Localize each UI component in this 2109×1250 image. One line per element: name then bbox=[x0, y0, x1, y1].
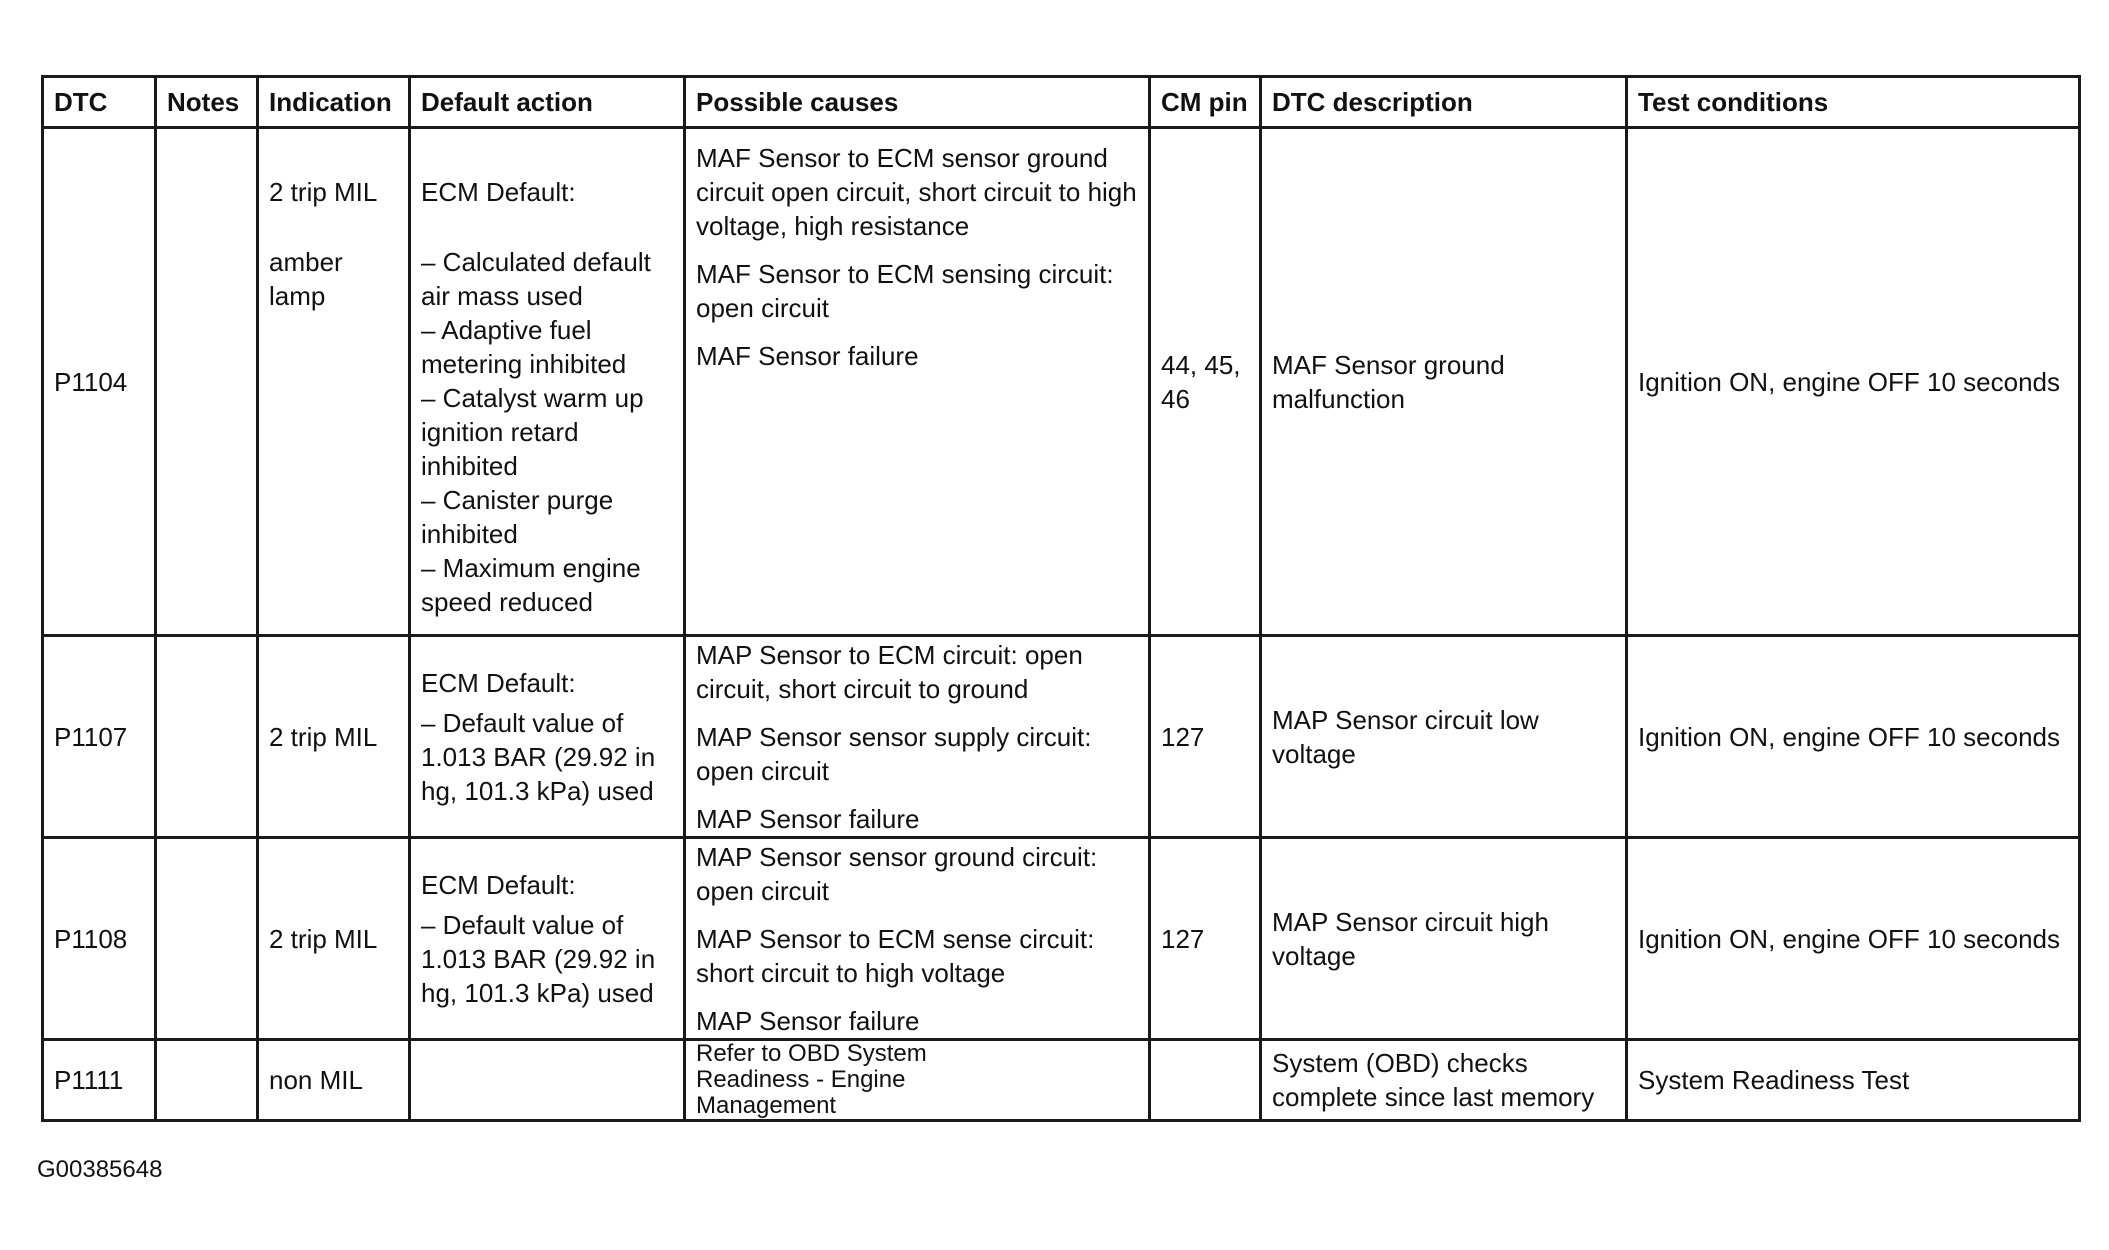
dtc-code: P1107 bbox=[43, 636, 156, 838]
dtc-code: P1104 bbox=[43, 128, 156, 636]
default-action-item: – Adaptive fuel metering inhibited bbox=[421, 315, 627, 379]
notes-cell bbox=[156, 128, 258, 636]
header-possible-causes: Possible causes bbox=[685, 77, 1150, 128]
dtc-description: MAP Sensor circuit low voltage bbox=[1261, 636, 1627, 838]
cm-pin: 44, 45, 46 bbox=[1150, 128, 1261, 636]
figure-id: G00385648 bbox=[37, 1156, 163, 1183]
indication-line: 2 trip MIL bbox=[269, 177, 378, 207]
possible-causes-cell bbox=[685, 636, 1150, 838]
indication-cell bbox=[258, 838, 410, 1040]
test-conditions: Ignition ON, engine OFF 10 seconds bbox=[1627, 128, 2080, 636]
indication-cell bbox=[258, 1040, 410, 1121]
default-action-cell bbox=[410, 636, 685, 838]
cause-item: Refer to OBD System Readiness - Engine Management bbox=[696, 1040, 927, 1119]
test-conditions: Ignition ON, engine OFF 10 seconds bbox=[1627, 838, 2080, 1040]
test-conditions: System Readiness Test bbox=[1627, 1040, 2080, 1121]
cause-item: MAP Sensor failure bbox=[696, 1005, 920, 1036]
possible-causes-cell bbox=[685, 128, 1150, 636]
dtc-description: MAP Sensor circuit high voltage bbox=[1261, 838, 1627, 1040]
default-action-item: – Canister purge inhibited bbox=[421, 485, 614, 549]
default-action-item: – Default value of 1.013 BAR (29.92 in hg, 101.3 kPa) used bbox=[421, 707, 656, 806]
default-action-item: – Default value of 1.013 BAR (29.92 in hg, 101.3 kPa) used bbox=[421, 909, 656, 1008]
default-action-cell bbox=[410, 128, 685, 636]
indication-line: 2 trip MIL bbox=[269, 721, 378, 752]
header-dtc-description: DTC description bbox=[1261, 77, 1627, 128]
indication-line: non MIL bbox=[269, 1065, 363, 1095]
default-action-title: ECM Default: bbox=[421, 177, 576, 207]
table-row bbox=[43, 838, 2080, 1040]
dtc-table bbox=[41, 75, 2081, 1122]
dtc-code: P1111 bbox=[43, 1040, 156, 1121]
cm-pin: 127 bbox=[1150, 838, 1261, 1040]
table-row bbox=[43, 636, 2080, 838]
header-cm-pin: CM pin bbox=[1150, 77, 1261, 128]
default-action-title: ECM Default: bbox=[421, 869, 576, 900]
notes-cell bbox=[156, 636, 258, 838]
indication-cell bbox=[258, 636, 410, 838]
header-notes: Notes bbox=[156, 77, 258, 128]
cause-item: MAP Sensor sensor supply circuit: open circuit bbox=[696, 721, 1092, 786]
header-indication: Indication bbox=[258, 77, 410, 128]
dtc-description: MAF Sensor ground malfunction bbox=[1261, 128, 1627, 636]
cause-item: MAF Sensor failure bbox=[696, 341, 919, 371]
dtc-description: System (OBD) checks complete since last memory bbox=[1261, 1040, 1627, 1121]
default-action-cell bbox=[410, 838, 685, 1040]
default-action-title: ECM Default: bbox=[421, 667, 576, 698]
cause-item: MAF Sensor to ECM sensing circuit: open circuit bbox=[696, 259, 1114, 323]
header-test-conditions: Test conditions bbox=[1627, 77, 2080, 128]
default-action-item: – Calculated default air mass used bbox=[421, 247, 651, 311]
header-dtc: DTC bbox=[43, 77, 156, 128]
indication-line: amber lamp bbox=[269, 247, 343, 311]
default-action-item: – Maximum engine speed reduced bbox=[421, 553, 641, 617]
cause-item: MAP Sensor to ECM circuit: open circuit, short circuit to ground bbox=[696, 639, 1083, 704]
default-action-cell bbox=[410, 1040, 685, 1121]
cause-item: MAP Sensor sensor ground circuit: open circuit bbox=[696, 841, 1098, 906]
table-row bbox=[43, 1040, 2080, 1121]
cm-pin: 127 bbox=[1150, 636, 1261, 838]
cause-item: MAP Sensor to ECM sense circuit: short circuit to high voltage bbox=[696, 923, 1095, 988]
cm-pin bbox=[1150, 1040, 1261, 1121]
cause-item: MAP Sensor failure bbox=[696, 803, 920, 834]
table-row bbox=[43, 128, 2080, 636]
possible-causes-cell bbox=[685, 838, 1150, 1040]
cause-item: MAF Sensor to ECM sensor ground circuit open circuit, short circuit to high voltage, high resistance bbox=[696, 143, 1137, 241]
indication-line: 2 trip MIL bbox=[269, 923, 378, 954]
dtc-code: P1108 bbox=[43, 838, 156, 1040]
notes-cell bbox=[156, 838, 258, 1040]
header-default-action: Default action bbox=[410, 77, 685, 128]
indication-cell bbox=[258, 128, 410, 636]
table-header-row bbox=[43, 77, 2080, 128]
notes-cell bbox=[156, 1040, 258, 1121]
default-action-item: – Catalyst warm up ignition retard inhibited bbox=[421, 383, 644, 481]
test-conditions: Ignition ON, engine OFF 10 seconds bbox=[1627, 636, 2080, 838]
possible-causes-cell bbox=[685, 1040, 1150, 1121]
